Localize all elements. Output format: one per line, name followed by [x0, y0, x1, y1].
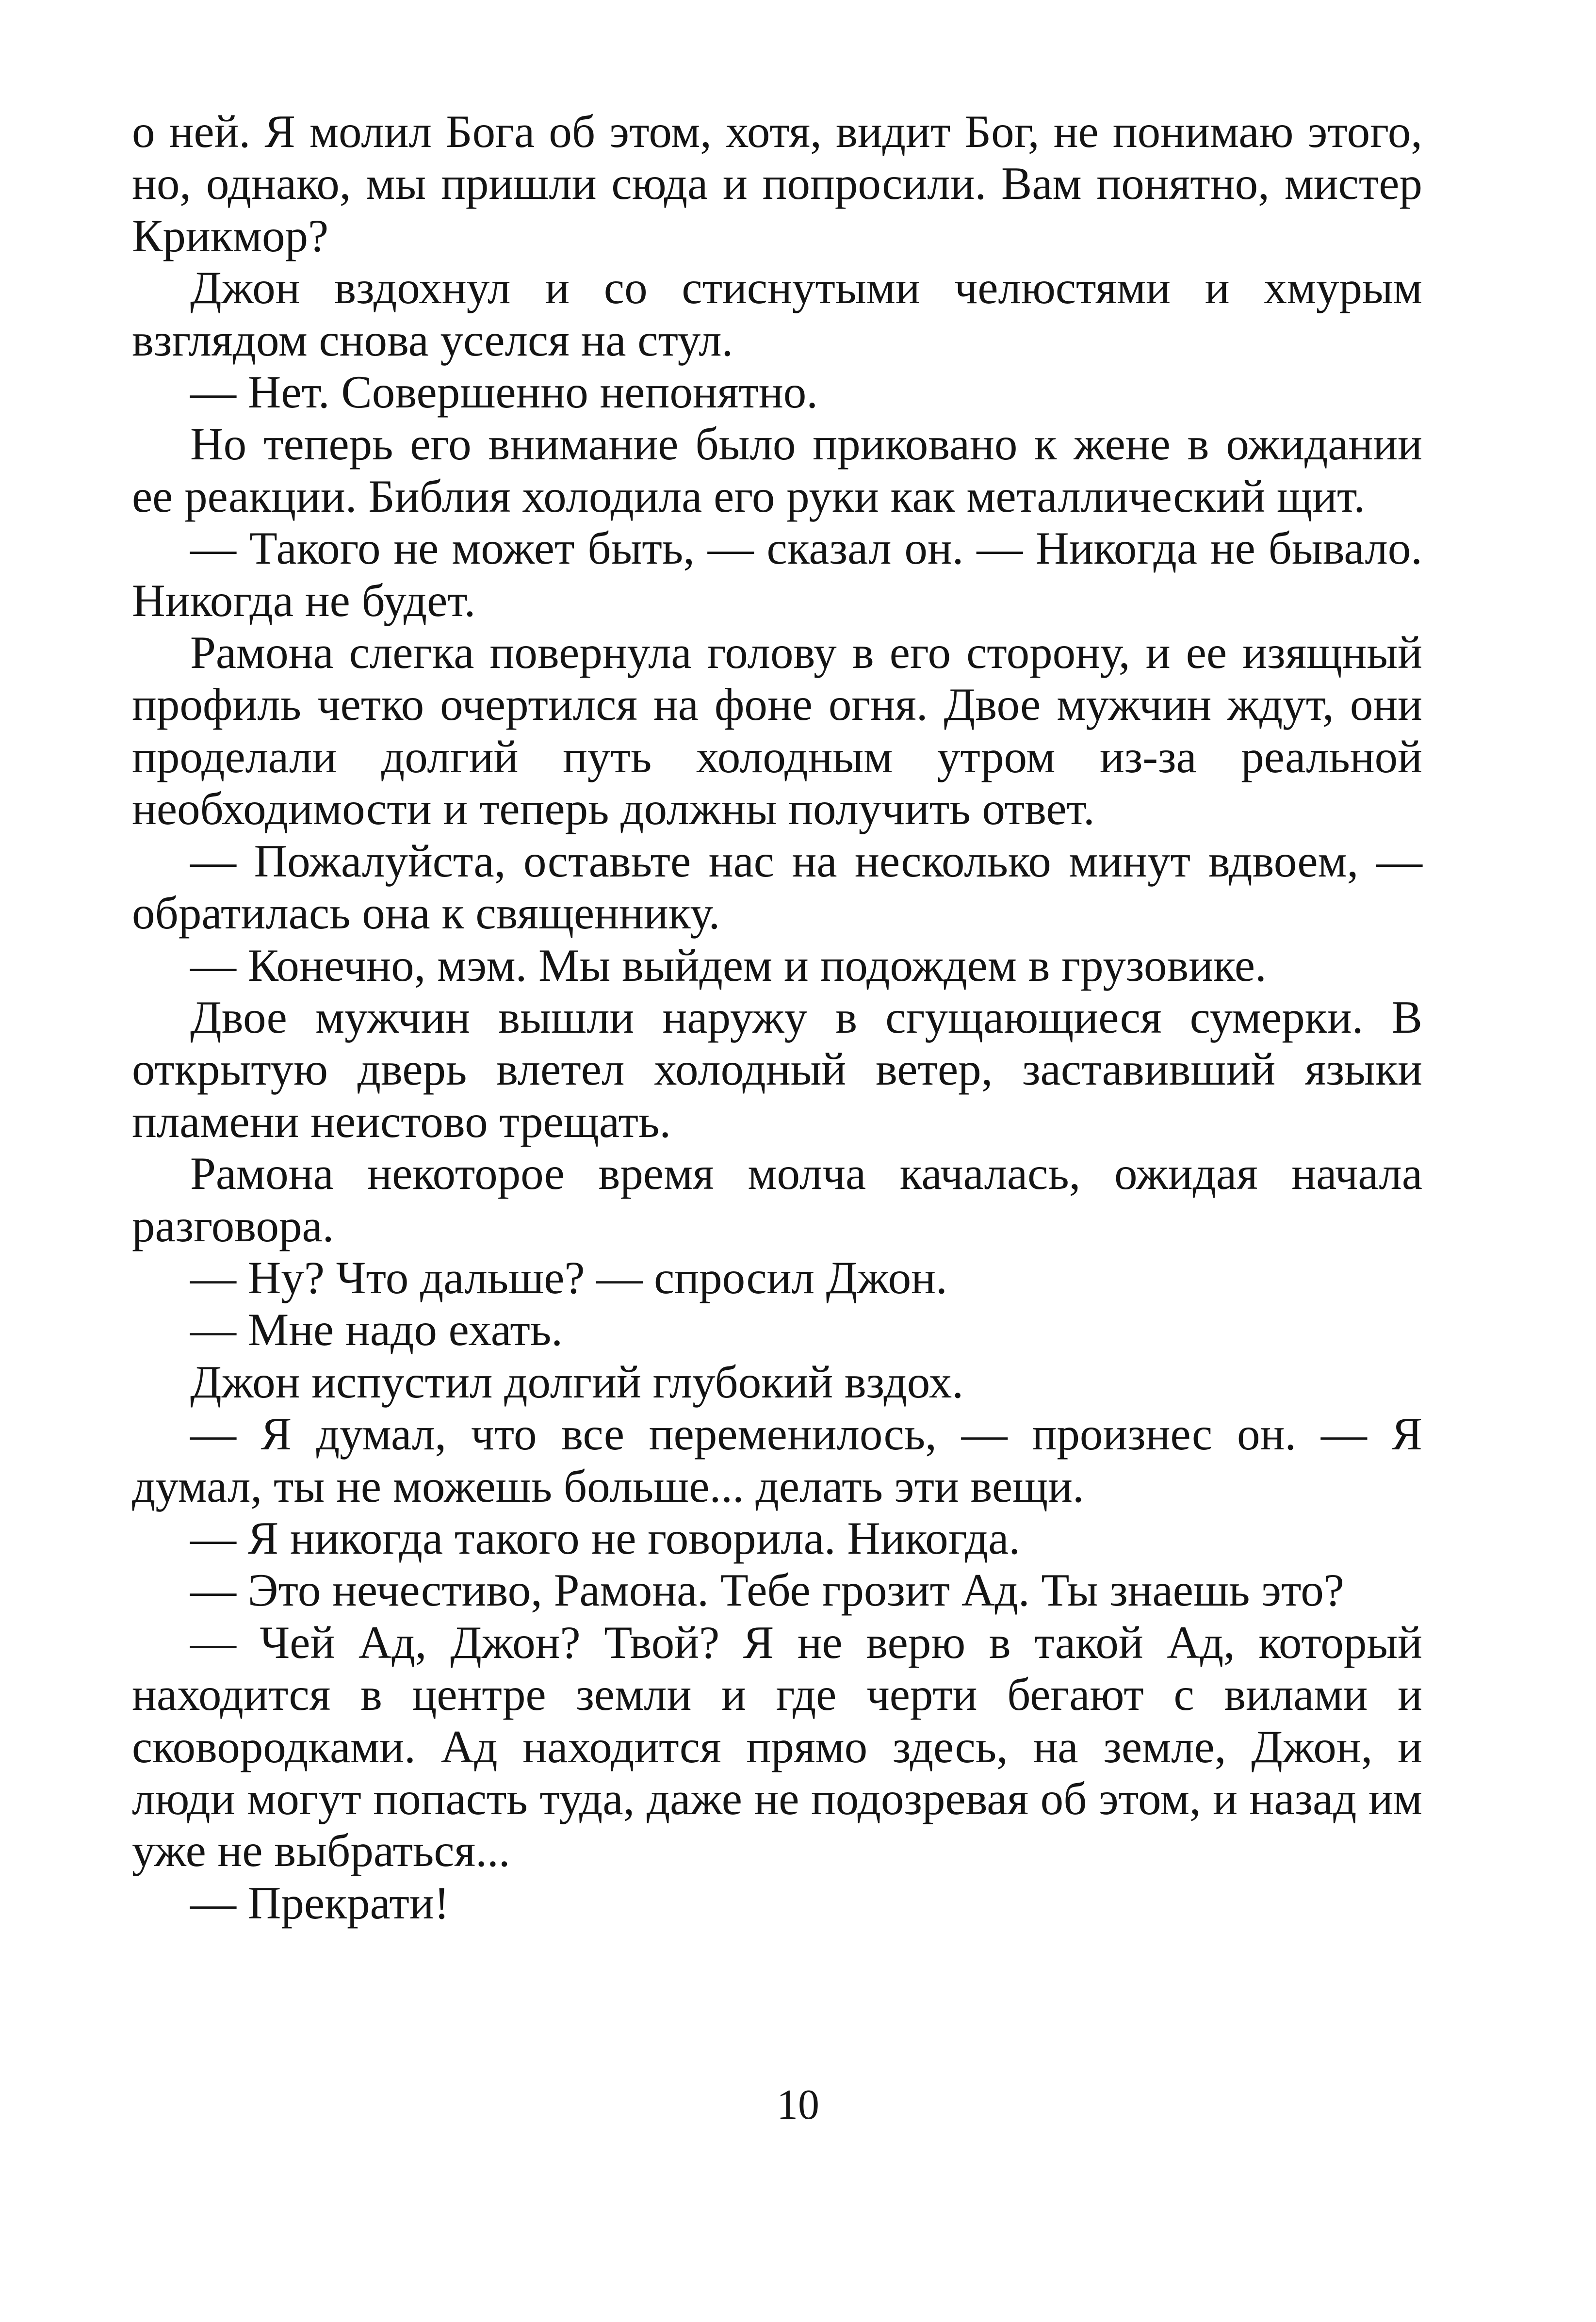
paragraph: — Я думал, что все переменилось, — произнес он. — Я думал, ты не можешь больше... делать эти вещи.	[132, 1408, 1422, 1512]
paragraph: Джон вздохнул и со стиснутыми челюстями и хмурым взглядом снова уселся на стул.	[132, 262, 1422, 366]
page-number: 10	[777, 2081, 819, 2128]
paragraph: Джон испустил долгий глубокий вздох.	[190, 1356, 964, 1408]
paragraph: о ней. Я молил Бога об этом, хотя, видит Бог, не понимаю этого, но, однако, мы пришли сюда и попросили. Вам понятно, мистер Крикмор?	[132, 106, 1422, 261]
paragraph: — Я никогда такого не говорила. Никогда.	[190, 1512, 1021, 1564]
paragraph: Но теперь его внимание было приковано к жене в ожидании ее реакции. Библия холодила его руки как металлический щит.	[132, 418, 1422, 522]
paragraph: — Ну? Что дальше? — спросил Джон.	[190, 1251, 947, 1303]
paragraph: Двое мужчин вышли наружу в сгущающиеся сумерки. В открытую дверь влетел холодный ветер, заставивший языки пламени неистово трещать.	[132, 991, 1422, 1147]
paragraph: — Чей Ад, Джон? Твой? Я не верю в такой Ад, который находится в центре земли и где черти бегают с вилами и сковородками. Ад находится прямо здесь, на земле, Джон, и люди могут попасть туда, даже не подозревая об этом, и назад им уже не выбраться...	[132, 1616, 1422, 1877]
paragraph: Рамона некоторое время молча качалась, ожидая начала разговора.	[132, 1148, 1422, 1251]
paragraph: Рамона слегка повернула голову в его сторону, и ее изящный профиль четко очертился на фоне огня. Двое мужчин ждут, они проделали долгий путь холодным утром из-за реальной необходимости и теперь должны получить ответ.	[132, 627, 1422, 835]
paragraph: — Нет. Совершенно непонятно.	[190, 366, 818, 418]
paragraph: — Прекрати!	[190, 1877, 450, 1929]
page-body-text	[132, 106, 1422, 1929]
paragraph: — Мне надо ехать.	[190, 1304, 563, 1356]
paragraph: — Это нечестиво, Рамона. Тебе грозит Ад. Ты знаешь это?	[190, 1564, 1344, 1616]
paragraph: — Пожалуйста, оставьте нас на несколько минут вдвоем, — обратилась она к священнику.	[132, 835, 1422, 939]
paragraph: — Такого не может быть, — сказал он. — Никогда не бывало. Никогда не будет.	[132, 522, 1422, 626]
paragraph: — Конечно, мэм. Мы выйдем и подождем в грузовике.	[190, 939, 1267, 991]
